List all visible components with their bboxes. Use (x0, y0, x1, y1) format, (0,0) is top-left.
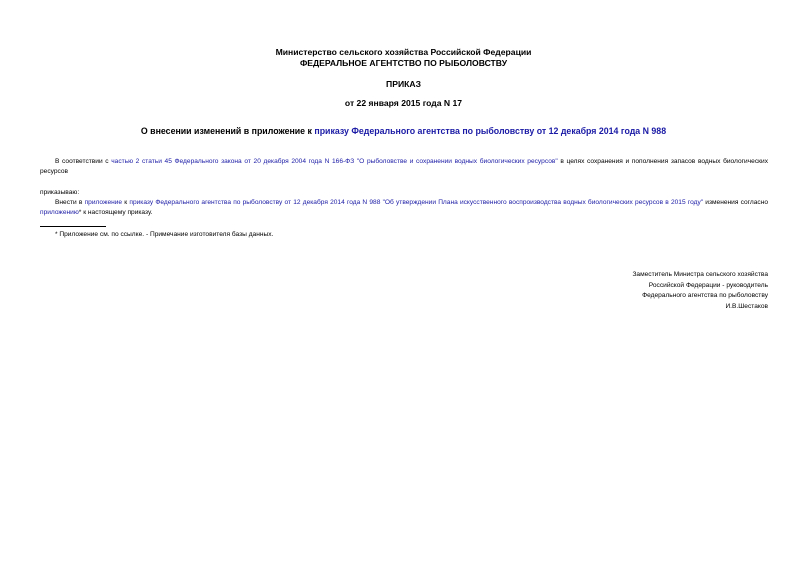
attachment-link[interactable]: приложению (40, 209, 79, 216)
order-heading: ПРИКАЗ (386, 79, 421, 89)
signature-line-2: Российской Федерации - руководитель (648, 281, 768, 289)
paragraph-amendment-text-1: Внести в (55, 199, 85, 206)
order-verb: приказываю: (40, 189, 80, 196)
ministry-name: Министерство сельского хозяйства Российской Федерации (275, 47, 532, 57)
footnote-divider (40, 226, 106, 227)
title-order-link[interactable]: приказу Федерального агентства по рыболовству от 12 декабря 2014 года N 988 (314, 126, 667, 136)
paragraph-basis (40, 157, 768, 177)
paragraph-amendment (40, 198, 768, 218)
federal-law-link[interactable]: частью 2 статьи 45 Федерального закона от 20 декабря 2004 года N 166-ФЗ "О рыболовстве и сохранении водных биологических ресурсов" (111, 158, 558, 165)
signer-name: И.В.Шестаков (725, 302, 768, 310)
signature-block (632, 270, 768, 312)
paragraph-amendment-text-3: изменения согласно (703, 199, 769, 206)
paragraph-basis-text-1: В соответствии с (55, 158, 112, 165)
signature-line-3: Федерального агентства по рыболовству (642, 292, 768, 299)
paragraph-basis-text-2: в целях сохранения и пополнения запасов водных биологических ресурсов (40, 158, 768, 175)
paragraph-amendment-text-2: к (122, 199, 130, 206)
footnote: * Приложение см. по ссылке. - Примечание изготовителя базы данных. (55, 231, 274, 238)
paragraph-amendment-text-4: * к настоящему приказу. (78, 209, 153, 216)
appendix-link[interactable]: приложение (84, 199, 123, 206)
signature-line-1: Заместитель Министра сельского хозяйства (632, 271, 768, 278)
document-title (0, 126, 807, 137)
order-date: от 22 января 2015 года N 17 (344, 98, 463, 108)
title-prefix: О внесении изменений в приложение к (140, 126, 315, 136)
order-988-link[interactable]: приказу Федерального агентства по рыболовству от 12 декабря 2014 года N 988 "Об утверждении Плана искусственного воспроизводства водных биологических ресурсов в 2015 году" (129, 199, 704, 206)
agency-name: ФЕДЕРАЛЬНОЕ АГЕНТСТВО ПО РЫБОЛОВСТВУ (299, 58, 508, 68)
